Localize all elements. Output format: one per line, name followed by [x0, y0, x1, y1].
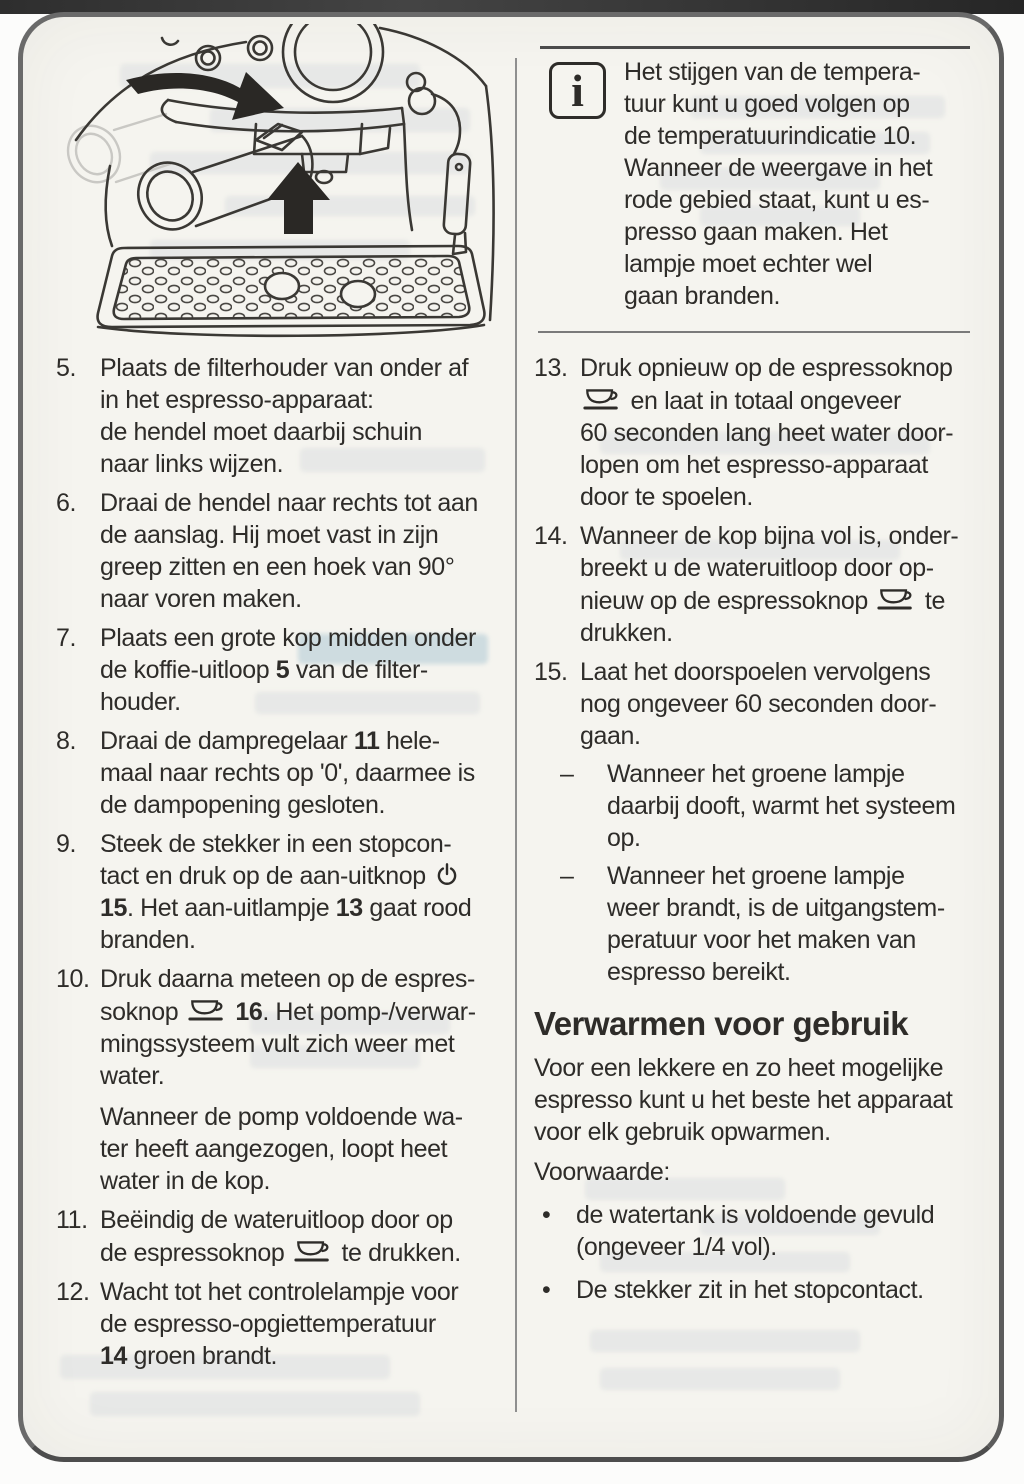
- text-line: water in de kop.: [100, 1167, 271, 1195]
- text-line: en laat in totaal ongeveer: [580, 384, 953, 417]
- bullet-line: (ongeveer 1/4 vol).: [576, 1233, 777, 1261]
- text-line: 14 groen brandt.: [100, 1342, 278, 1370]
- instruction-step: [56, 828, 512, 956]
- right-column: [534, 352, 980, 1306]
- step-number: 10.: [56, 965, 90, 993]
- dash-marker: –: [560, 862, 574, 890]
- info-section-rule-bottom: [538, 331, 970, 333]
- instruction-step: [534, 352, 980, 513]
- step-paragraph: [580, 352, 953, 513]
- text-line: drukken.: [580, 619, 673, 647]
- sub-item: [560, 758, 955, 854]
- power-button-icon: [435, 861, 459, 888]
- instruction-step: [56, 487, 512, 615]
- step-number: 7.: [56, 624, 77, 652]
- text-line: naar links wijzen.: [100, 450, 284, 478]
- info-icon: i: [549, 62, 606, 119]
- step-paragraph: [100, 622, 476, 718]
- section-intro-line: espresso kunt u het beste het apparaat: [534, 1086, 953, 1114]
- text-line: greep zitten en een hoek van 90°: [100, 553, 455, 581]
- sub-item-body: [607, 860, 945, 988]
- instruction-step: [56, 352, 512, 480]
- text-line: Beëindig de wateruitloop door op: [100, 1206, 453, 1234]
- text-line: Steek de stekker in een stopcon-: [100, 830, 452, 858]
- step-paragraph: [100, 352, 468, 480]
- step-body: [560, 656, 956, 988]
- step-body: [100, 622, 476, 718]
- step-paragraph: [100, 487, 478, 615]
- part-number-reference: 5: [275, 656, 290, 684]
- text-line: Plaats een grote kop midden onder: [100, 624, 476, 652]
- info-note-line: presso gaan maken. Het: [624, 218, 888, 246]
- step-paragraph: [100, 1204, 461, 1269]
- sub-item-body: [607, 758, 955, 854]
- text-line: lopen om het espresso-apparaat: [580, 451, 928, 479]
- instruction-step: [534, 656, 980, 988]
- text-line: de dampopening gesloten.: [100, 791, 386, 819]
- step-paragraph: [100, 1101, 476, 1197]
- step-number: 13.: [534, 354, 568, 382]
- info-note-line: tuur kunt u goed volgen op: [624, 90, 910, 118]
- info-note-line: gaan branden.: [624, 282, 781, 310]
- text-line: ter heeft aangezogen, loopt heet: [100, 1135, 448, 1163]
- text-line: peratuur voor het maken van: [607, 926, 916, 954]
- text-line: 60 seconden lang heet water door-: [580, 419, 954, 447]
- step-body: [100, 725, 475, 821]
- text-line: soknop 16. Het pomp-/verwar-: [100, 995, 476, 1028]
- text-line: op.: [607, 824, 641, 852]
- condition-bullet: [534, 1274, 980, 1306]
- text-line: in het espresso-apparaat:: [100, 386, 374, 414]
- condition-bullet-list: [534, 1199, 980, 1306]
- condition-label: Voorwaarde:: [534, 1158, 670, 1186]
- text-line: maal naar rechts op '0', daarmee is: [100, 759, 475, 787]
- step-number: 6.: [56, 489, 77, 517]
- step-number: 11.: [56, 1206, 88, 1234]
- text-line: 15. Het aan-uitlampje 13 gaat rood: [100, 894, 472, 922]
- step-paragraph: [100, 725, 475, 821]
- step-body: [100, 963, 476, 1197]
- bullet-marker: •: [542, 1276, 551, 1304]
- text-line: de koffie-uitloop 5 van de filter-: [100, 656, 428, 684]
- step-number: 12.: [56, 1278, 90, 1306]
- bullet-body: [576, 1199, 934, 1263]
- step-body: [100, 1276, 458, 1372]
- part-number-reference: 16: [235, 998, 263, 1026]
- instruction-step: [56, 963, 512, 1197]
- section-heading: Verwarmen voor gebruik: [534, 1005, 909, 1042]
- text-line: Wanneer het groene lampje: [607, 862, 905, 890]
- section-intro-line: voor elk gebruik opwarmen.: [534, 1118, 831, 1146]
- step-number: 14.: [534, 522, 568, 550]
- text-line: gaan.: [580, 722, 641, 750]
- text-line: daarbij dooft, warmt het systeem: [607, 792, 956, 820]
- step-body: [580, 520, 958, 649]
- step-number: 5.: [56, 354, 77, 382]
- text-line: Wanneer het groene lampje: [607, 760, 905, 788]
- part-number-reference: 15: [100, 894, 128, 922]
- text-line: de espressoknop te drukken.: [100, 1236, 461, 1269]
- text-line: water.: [100, 1062, 165, 1090]
- text-line: Wanneer de kop bijna vol is, onder-: [580, 522, 959, 550]
- step-paragraph: [580, 520, 958, 649]
- bullet-line: De stekker zit in het stopcontact.: [576, 1276, 924, 1304]
- text-line: Wanneer de pomp voldoende wa-: [100, 1103, 463, 1131]
- step-paragraph: [100, 828, 471, 956]
- curved-arrow-icon: [126, 72, 284, 120]
- text-line: Druk opnieuw op de espressoknop: [580, 354, 953, 382]
- left-column-steps: [56, 352, 512, 1379]
- info-note-text: [624, 56, 932, 312]
- text-line: weer brandt, is de uitgangstem-: [607, 894, 945, 922]
- portafilter-ghost-outline: [58, 114, 170, 191]
- step-body: [100, 487, 478, 615]
- text-line: naar voren maken.: [100, 585, 302, 613]
- step-paragraph: [100, 963, 476, 1092]
- instruction-step: [534, 520, 980, 649]
- text-line: mingssysteem vult zich weer met: [100, 1030, 455, 1058]
- section-intro-line: Voor een lekkere en zo heet mogelijke: [534, 1054, 944, 1082]
- instruction-step: [56, 1204, 512, 1269]
- sub-item: [560, 860, 955, 988]
- instruction-step: [56, 725, 512, 821]
- info-note-line: Het stijgen van de tempera-: [624, 58, 921, 86]
- step-paragraph: [100, 1276, 458, 1372]
- bullet-marker: •: [542, 1201, 551, 1229]
- espresso-cup-icon: [877, 584, 915, 613]
- step-body: [100, 1204, 461, 1269]
- espresso-cup-icon: [583, 384, 621, 413]
- info-note-line: lampje moet echter wel: [624, 250, 873, 278]
- condition-bullet: [534, 1199, 980, 1263]
- section-intro: [534, 1052, 980, 1148]
- instruction-step: [56, 622, 512, 718]
- dash-marker: –: [560, 760, 574, 788]
- right-column-steps: [534, 352, 980, 988]
- text-line: branden.: [100, 926, 196, 954]
- text-line: de espresso-opgiettemperatuur: [100, 1310, 436, 1338]
- step-number: 9.: [56, 830, 77, 858]
- step-number: 15.: [534, 658, 568, 686]
- text-line: tact en druk op de aan-uitknop: [100, 860, 471, 892]
- text-line: Draai de dampregelaar 11 hele-: [100, 727, 440, 755]
- step-paragraph: [580, 656, 955, 752]
- part-number-reference: 11: [353, 727, 380, 755]
- text-line: espresso bereikt.: [607, 958, 791, 986]
- instruction-step: [56, 1276, 512, 1372]
- text-line: nog ongeveer 60 seconden door-: [580, 690, 937, 718]
- bullet-line: de watertank is voldoende gevuld: [576, 1201, 935, 1229]
- step-body: [100, 828, 471, 956]
- text-line: Wacht tot het controlelampje voor: [100, 1278, 459, 1306]
- text-line: Laat het doorspoelen vervolgens: [580, 658, 931, 686]
- info-section-rule-top: [540, 46, 970, 49]
- text-line: breekt u de wateruitloop door op-: [580, 554, 934, 582]
- espresso-cup-icon: [294, 1236, 332, 1265]
- text-line: Plaats de filterhouder van onder af: [100, 354, 469, 382]
- step-body: [100, 352, 468, 480]
- text-line: door te spoelen.: [580, 483, 753, 511]
- part-number-reference: 13: [335, 894, 363, 922]
- part-number-reference: 14: [100, 1342, 128, 1370]
- step-number: 8.: [56, 727, 77, 755]
- column-divider: [515, 58, 517, 1412]
- bullet-body: [576, 1274, 924, 1306]
- espresso-cup-icon: [188, 995, 226, 1024]
- espresso-machine-illustration: [50, 24, 512, 352]
- step-body: [580, 352, 953, 513]
- info-note-line: Wanneer de weergave in het: [624, 154, 933, 182]
- text-line: Draai de hendel naar rechts tot aan: [100, 489, 478, 517]
- text-line: de hendel moet daarbij schuin: [100, 418, 422, 446]
- info-note-line: de temperatuurindicatie 10.: [624, 122, 917, 150]
- info-note-line: rode gebied staat, kunt u es-: [624, 186, 930, 214]
- text-line: de aanslag. Hij moet vast in zijn: [100, 521, 439, 549]
- text-line: Druk daarna meteen op de espres-: [100, 965, 475, 993]
- text-line: nieuw op de espressoknop te: [580, 584, 958, 617]
- text-line: houder.: [100, 688, 181, 716]
